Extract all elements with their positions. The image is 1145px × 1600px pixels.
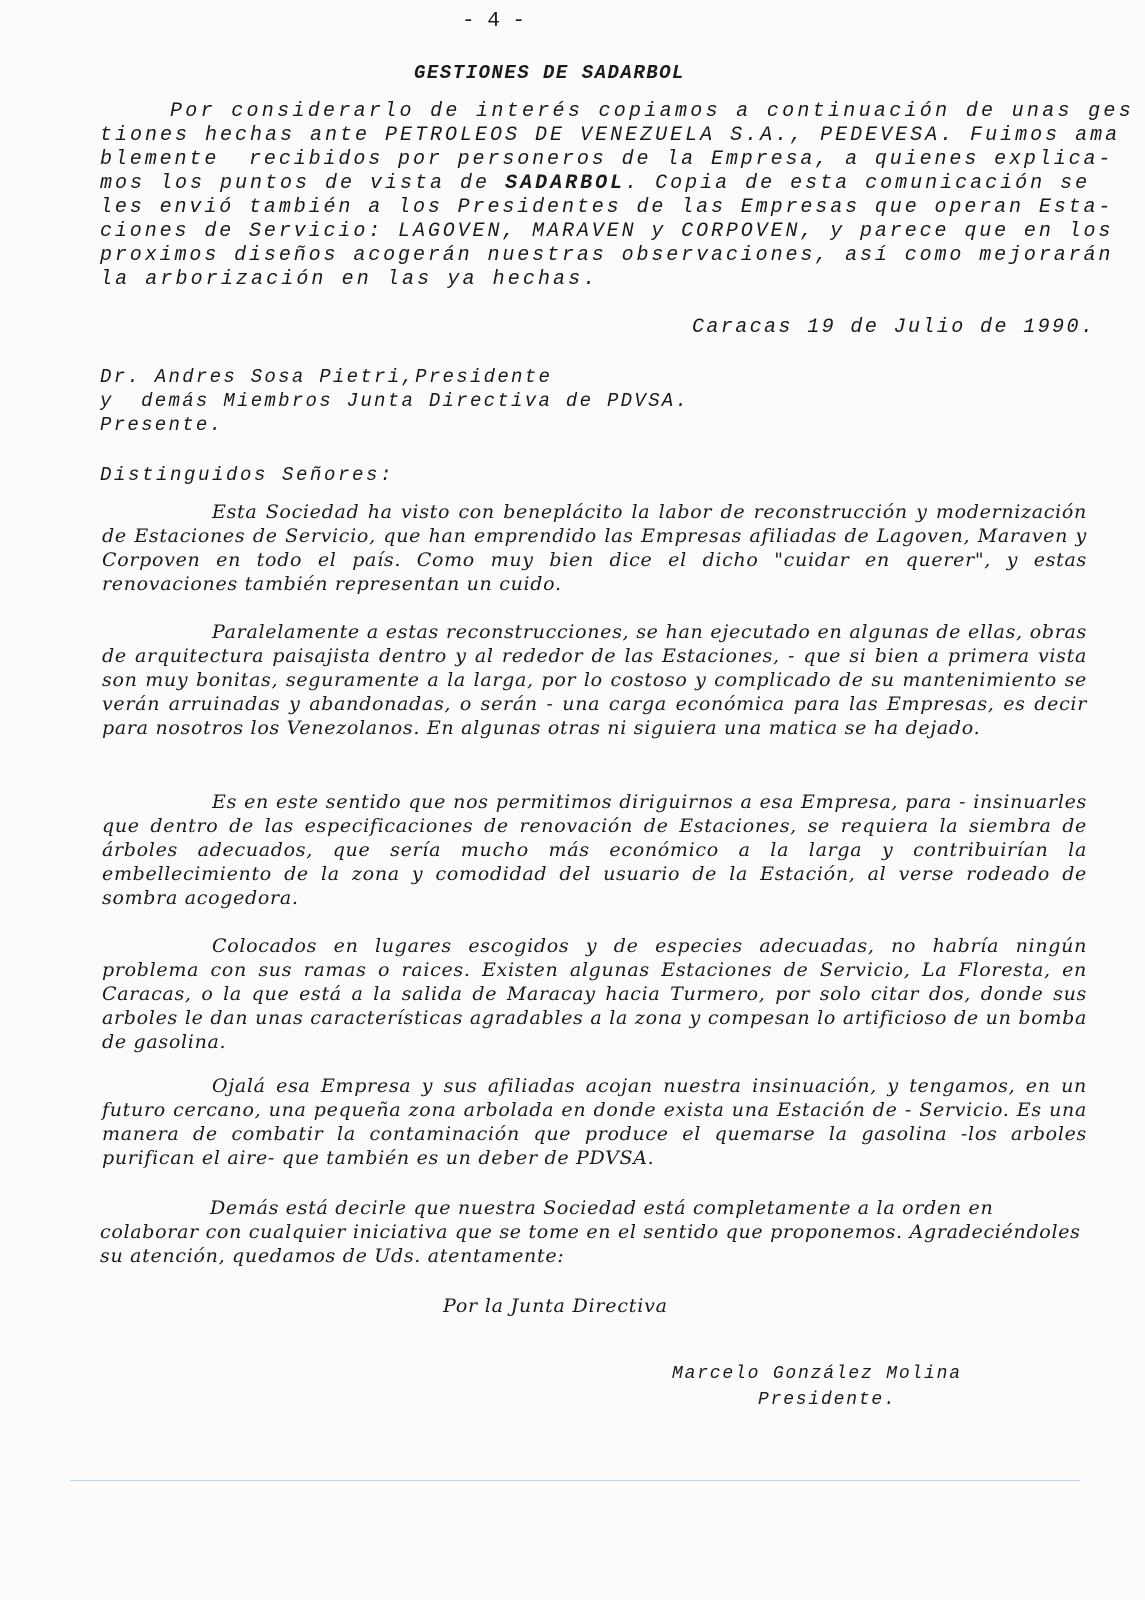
closing-paragraph: Demás está decirle que nuestra Sociedad está completamente a la orden en colaborar con cualquier iniciativa que se tome en el sentido que proponemos. Agradeciéndoles su atención, quedamos de Uds. atentamente: <box>100 1197 1081 1267</box>
page-title: GESTIONES DE SADARBOL <box>414 62 685 84</box>
intro-line: la arborización en las ya hechas. <box>100 268 599 291</box>
sadarbol-name: SADARBOL <box>505 172 626 195</box>
signatory-name: Marcelo González Molina <box>672 1364 962 1384</box>
recipient-line: Presente. <box>100 414 224 436</box>
intro-text: . Copia de esta comunicación se <box>625 172 1091 195</box>
page-divider <box>70 1480 1080 1481</box>
body-paragraph: Es en este sentido que nos permitimos diriguirnos a esa Empresa, para - insinuarles que dentro de las especificaciones de renovación de Estaciones, se requiera la siembra de árboles adecuados, que sería mucho más económico a la larga y contribuirían la embellecimiento de la zona y comodidad del usuario de la Estación, al verse rodeado de sombra acogedora. <box>102 791 1087 909</box>
intro-line: Por considerarlo de interés copiamos a continuación de unas ges <box>170 100 1135 123</box>
letter-date: Caracas 19 de Julio de 1990. <box>692 316 1096 339</box>
body-paragraph: Paralelamente a estas reconstrucciones, se han ejecutado en algunas de ellas, obras de arquitectura paisajista dentro y al rededor de las Estaciones, - que si bien a primera vista son muy bonitas, seguramente a la larga, por lo costoso y complicado de su mantenimiento se verán arruinadas y abandonadas, o serán - una carga económica para las Empresas, es decir para nosotros los Venezolanos. En algunas otras ni siguiera una matica se ha dejado. <box>102 621 1087 739</box>
intro-line: les envió también a los Presidentes de las Empresas que operan Esta- <box>100 196 1114 219</box>
intro-line: ciones de Servicio: LAGOVEN, MARAVEN y CORPOVEN, y parece que en los <box>100 220 1114 243</box>
body-paragraph: Ojalá esa Empresa y sus afiliadas acojan nuestra insinuación, y tengamos, en un futuro cercano, una pequeña zona arbolada en donde exista una Estación de - Servicio. Es una manera de combatir la contaminación que produce el quemarse la gasolina -los arboles purifican el aire- que también es un deber de PDVSA. <box>102 1075 1087 1169</box>
sign-off: Por la Junta Directiva <box>443 1295 668 1317</box>
salutation: Distinguidos Señores: <box>100 464 395 486</box>
recipient-line: Dr. Andres Sosa Pietri,Presidente <box>100 366 553 388</box>
signatory-title: Presidente. <box>758 1390 897 1410</box>
intro-line: proximos diseños acogerán nuestras observaciones, así como mejorarán <box>100 244 1114 267</box>
intro-line <box>100 172 1090 195</box>
intro-line: tiones hechas ante PETROLEOS DE VENEZUELA S.A., PEDEVESA. Fuimos ama <box>100 124 1121 147</box>
intro-line: blemente recibidos por personeros de la Empresa, a quienes explica- <box>100 148 1114 171</box>
intro-text: mos los puntos de vista de <box>100 172 506 195</box>
recipient-line: y demás Miembros Junta Directiva de PDVSA. <box>100 390 690 412</box>
page-number: - 4 - <box>462 10 526 33</box>
body-paragraph: Colocados en lugares escogidos y de especies adecuadas, no habría ningún problema con sus ramas o raices. Existen algunas Estaciones de Servicio, La Floresta, en Caracas, o la que está a la salida de Maracay hacia Turmero, por solo citar dos, donde sus arboles le dan unas características agradables a la zona y compesan lo artificioso de un bomba de gasolina. <box>102 935 1087 1053</box>
body-paragraph: Esta Sociedad ha visto con beneplácito la labor de reconstrucción y modernización de Estaciones de Servicio, que han emprendido las Empresas afiliadas de Lagoven, Maraven y Corpoven en todo el país. Como muy bien dice el dicho "cuidar en querer", y estas renovaciones también representan un cuido. <box>102 501 1087 595</box>
